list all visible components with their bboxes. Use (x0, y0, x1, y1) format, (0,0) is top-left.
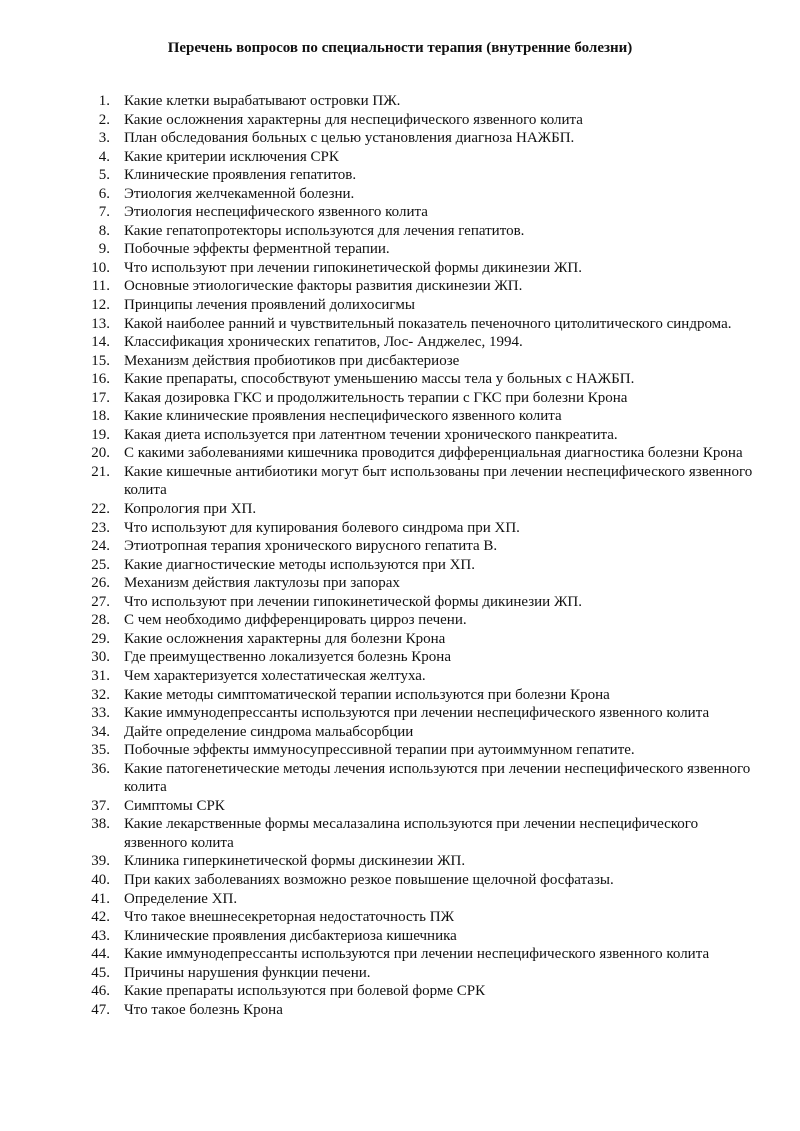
item-text: С какими заболеваниями кишечника проводится дифференциальная диагностика болезни Крона (124, 445, 743, 462)
list-item (80, 797, 760, 816)
item-text: Какие иммунодепрессанты используются при лечении неспецифического язвенного колита (124, 705, 710, 722)
list-item (80, 704, 760, 723)
item-number: 10. (91, 259, 110, 276)
item-text: Какие методы симптоматической терапии используются при болезни Крона (124, 686, 610, 703)
item-text: Какие гепатопротекторы используются для лечения гепатитов. (124, 222, 525, 239)
item-number: 23. (91, 519, 110, 536)
item-number: 11. (91, 278, 110, 295)
item-number: 35. (91, 742, 110, 759)
list-item (80, 166, 760, 185)
list-item (80, 389, 760, 408)
item-text: Какие клинические проявления неспецифического язвенного колита (124, 408, 562, 425)
item-text: Что используют для купирования болевого синдрома при ХП. (124, 519, 520, 536)
item-number: 13. (91, 315, 110, 332)
item-number: 32. (91, 686, 110, 703)
item-text: Какие диагностические методы используются при ХП. (124, 556, 476, 573)
list-item (80, 593, 760, 612)
list-item (80, 723, 760, 742)
list-item (80, 927, 760, 946)
list-item (80, 982, 760, 1001)
list-item (80, 908, 760, 927)
item-number: 22. (91, 501, 110, 518)
item-text: Какие препараты, способствуют уменьшению массы тела у больных с НАЖБП. (124, 371, 635, 388)
item-number: 24. (91, 538, 110, 555)
item-number: 46. (91, 983, 110, 1000)
item-number: 47. (91, 1001, 110, 1018)
list-item (80, 185, 760, 204)
item-number: 40. (91, 871, 110, 888)
item-text: Какие осложнения характерны для болезни Крона (124, 630, 446, 647)
list-item (80, 444, 760, 463)
list-item (80, 667, 760, 686)
item-number: 14. (91, 334, 110, 351)
list-item (80, 222, 760, 241)
list-item (80, 630, 760, 649)
item-text: Какая диета используется при латентном течении хронического панкреатита. (124, 426, 618, 443)
item-number: 9. (98, 241, 110, 258)
item-text: Чем характеризуется холестатическая желтуха. (124, 667, 426, 684)
list-item (80, 648, 760, 667)
item-text: Какие иммунодепрессанты используются при лечении неспецифического язвенного колита (124, 946, 710, 963)
item-text: Основные этиологические факторы развития дискинезии ЖП. (124, 278, 523, 295)
item-number: 38. (91, 816, 110, 833)
list-item (80, 111, 760, 130)
list-item (80, 686, 760, 705)
list-item (80, 407, 760, 426)
list-item (80, 333, 760, 352)
item-text: Что используют при лечении гипокинетической формы дикинезии ЖП. (124, 593, 582, 610)
item-number: 45. (91, 964, 110, 981)
item-text: Этиология желчекаменной болезни. (124, 185, 355, 202)
list-item (80, 240, 760, 259)
list-item (80, 964, 760, 983)
list-item (80, 277, 760, 296)
item-text: Какие лекарственные формы месалазалина используются при лечении неспецифического язвенного колита (124, 816, 699, 851)
item-text: При каких заболеваниях возможно резкое повышение щелочной фосфатазы. (124, 871, 614, 888)
item-text: Клинические проявления гепатитов. (124, 167, 357, 184)
item-number: 21. (91, 463, 110, 480)
item-number: 31. (91, 667, 110, 684)
list-item (80, 203, 760, 222)
item-text: Классификация хронических гепатитов, Лос- Анджелес, 1994. (124, 334, 523, 351)
item-number: 18. (91, 408, 110, 425)
item-text: Симптомы СРК (124, 797, 225, 814)
item-number: 7. (98, 204, 110, 221)
item-text: Определение ХП. (124, 890, 238, 907)
item-text: Какие осложнения характерны для неспецифического язвенного колита (124, 111, 583, 128)
item-text: План обследования больных с целью установления диагноза НАЖБП. (124, 130, 575, 147)
item-number: 34. (91, 723, 110, 740)
item-number: 17. (91, 389, 110, 406)
item-text: Какие клетки вырабатывают островки ПЖ. (124, 93, 401, 109)
list-item (80, 463, 760, 500)
item-number: 28. (91, 612, 110, 629)
item-number: 8. (98, 222, 110, 239)
list-item (80, 500, 760, 519)
item-number: 37. (91, 797, 110, 814)
item-number: 30. (91, 649, 110, 666)
list-item (80, 760, 760, 797)
item-text: С чем необходимо дифференцировать цирроз печени. (124, 612, 467, 629)
item-number: 25. (91, 556, 110, 573)
item-text: Что такое внешнесекреторная недостаточность ПЖ (124, 909, 455, 926)
item-text: Что такое болезнь Крона (124, 1001, 283, 1018)
item-number: 2. (98, 111, 110, 128)
item-text: Какие патогенетические методы лечения используются при лечении неспецифического язвенного колита (124, 760, 751, 796)
list-item (80, 129, 760, 148)
item-number: 33. (91, 705, 110, 722)
item-number: 43. (91, 927, 110, 944)
list-item (80, 741, 760, 760)
item-text: Какие критерии исключения СРК (124, 148, 339, 165)
list-item (80, 370, 760, 389)
list-item (80, 815, 760, 852)
item-text: Клиника гиперкинетической формы дискинезии ЖП. (124, 853, 466, 870)
item-number: 19. (91, 426, 110, 443)
item-number: 5. (98, 167, 110, 184)
item-text: Дайте определение синдрома мальабсорбции (124, 723, 414, 740)
item-number: 6. (98, 185, 110, 202)
item-number: 39. (91, 853, 110, 870)
item-text: Какие препараты используются при болевой форме СРК (124, 983, 486, 1000)
list-item (80, 945, 760, 964)
list-item (80, 426, 760, 445)
item-number: 29. (91, 630, 110, 647)
list-item (80, 556, 760, 575)
question-list (80, 92, 760, 1019)
item-number: 20. (91, 445, 110, 462)
item-text: Что используют при лечении гипокинетической формы дикинезии ЖП. (124, 259, 582, 276)
item-text: Какой наиболее ранний и чувствительный показатель печеночного цитолитического синдрома. (124, 315, 732, 332)
item-number: 27. (91, 593, 110, 610)
list-item (80, 537, 760, 556)
item-text: Принципы лечения проявлений долихосигмы (124, 297, 415, 314)
item-number: 4. (98, 148, 110, 165)
item-text: Механизм действия пробиотиков при дисбактериозе (124, 352, 460, 369)
item-number: 42. (91, 909, 110, 926)
item-number: 44. (91, 946, 110, 963)
list-item (80, 296, 760, 315)
item-text: Этиология неспецифического язвенного колита (124, 204, 428, 221)
item-number: 26. (91, 575, 110, 592)
item-number: 12. (91, 297, 110, 314)
list-item (80, 1001, 760, 1020)
list-item (80, 315, 760, 334)
item-number: 1. (98, 93, 110, 109)
item-text: Копрология при ХП. (124, 501, 257, 518)
item-number: 41. (91, 890, 110, 907)
item-text: Побочные эффекты иммуносупрессивной терапии при аутоиммунном гепатите. (124, 742, 635, 759)
list-item (80, 148, 760, 167)
item-text: Какие кишечные антибиотики могут быт использованы при лечении неспецифического язвенного колита (124, 463, 753, 499)
document-title: Перечень вопросов по специальности терапия (внутренние болезни) (167, 40, 633, 56)
list-item (80, 574, 760, 593)
item-number: 36. (91, 760, 110, 777)
list-item (80, 352, 760, 371)
item-text: Где преимущественно локализуется болезнь Крона (124, 649, 451, 666)
item-text: Этиотропная терапия хронического вирусного гепатита В. (124, 538, 498, 555)
item-number: 16. (91, 371, 110, 388)
item-text: Причины нарушения функции печени. (124, 964, 371, 981)
list-item (80, 259, 760, 278)
item-number: 15. (91, 352, 110, 369)
list-item (80, 890, 760, 909)
list-item (80, 852, 760, 871)
list-item (80, 611, 760, 630)
item-text: Какая дозировка ГКС и продолжительность терапии с ГКС при болезни Крона (124, 389, 628, 406)
item-number: 3. (98, 130, 110, 147)
list-item (80, 519, 760, 538)
item-text: Клинические проявления дисбактериоза кишечника (124, 927, 457, 944)
list-item (80, 92, 760, 111)
item-text: Побочные эффекты ферментной терапии. (124, 241, 390, 258)
item-text: Механизм действия лактулозы при запорах (124, 575, 400, 592)
list-item (80, 871, 760, 890)
